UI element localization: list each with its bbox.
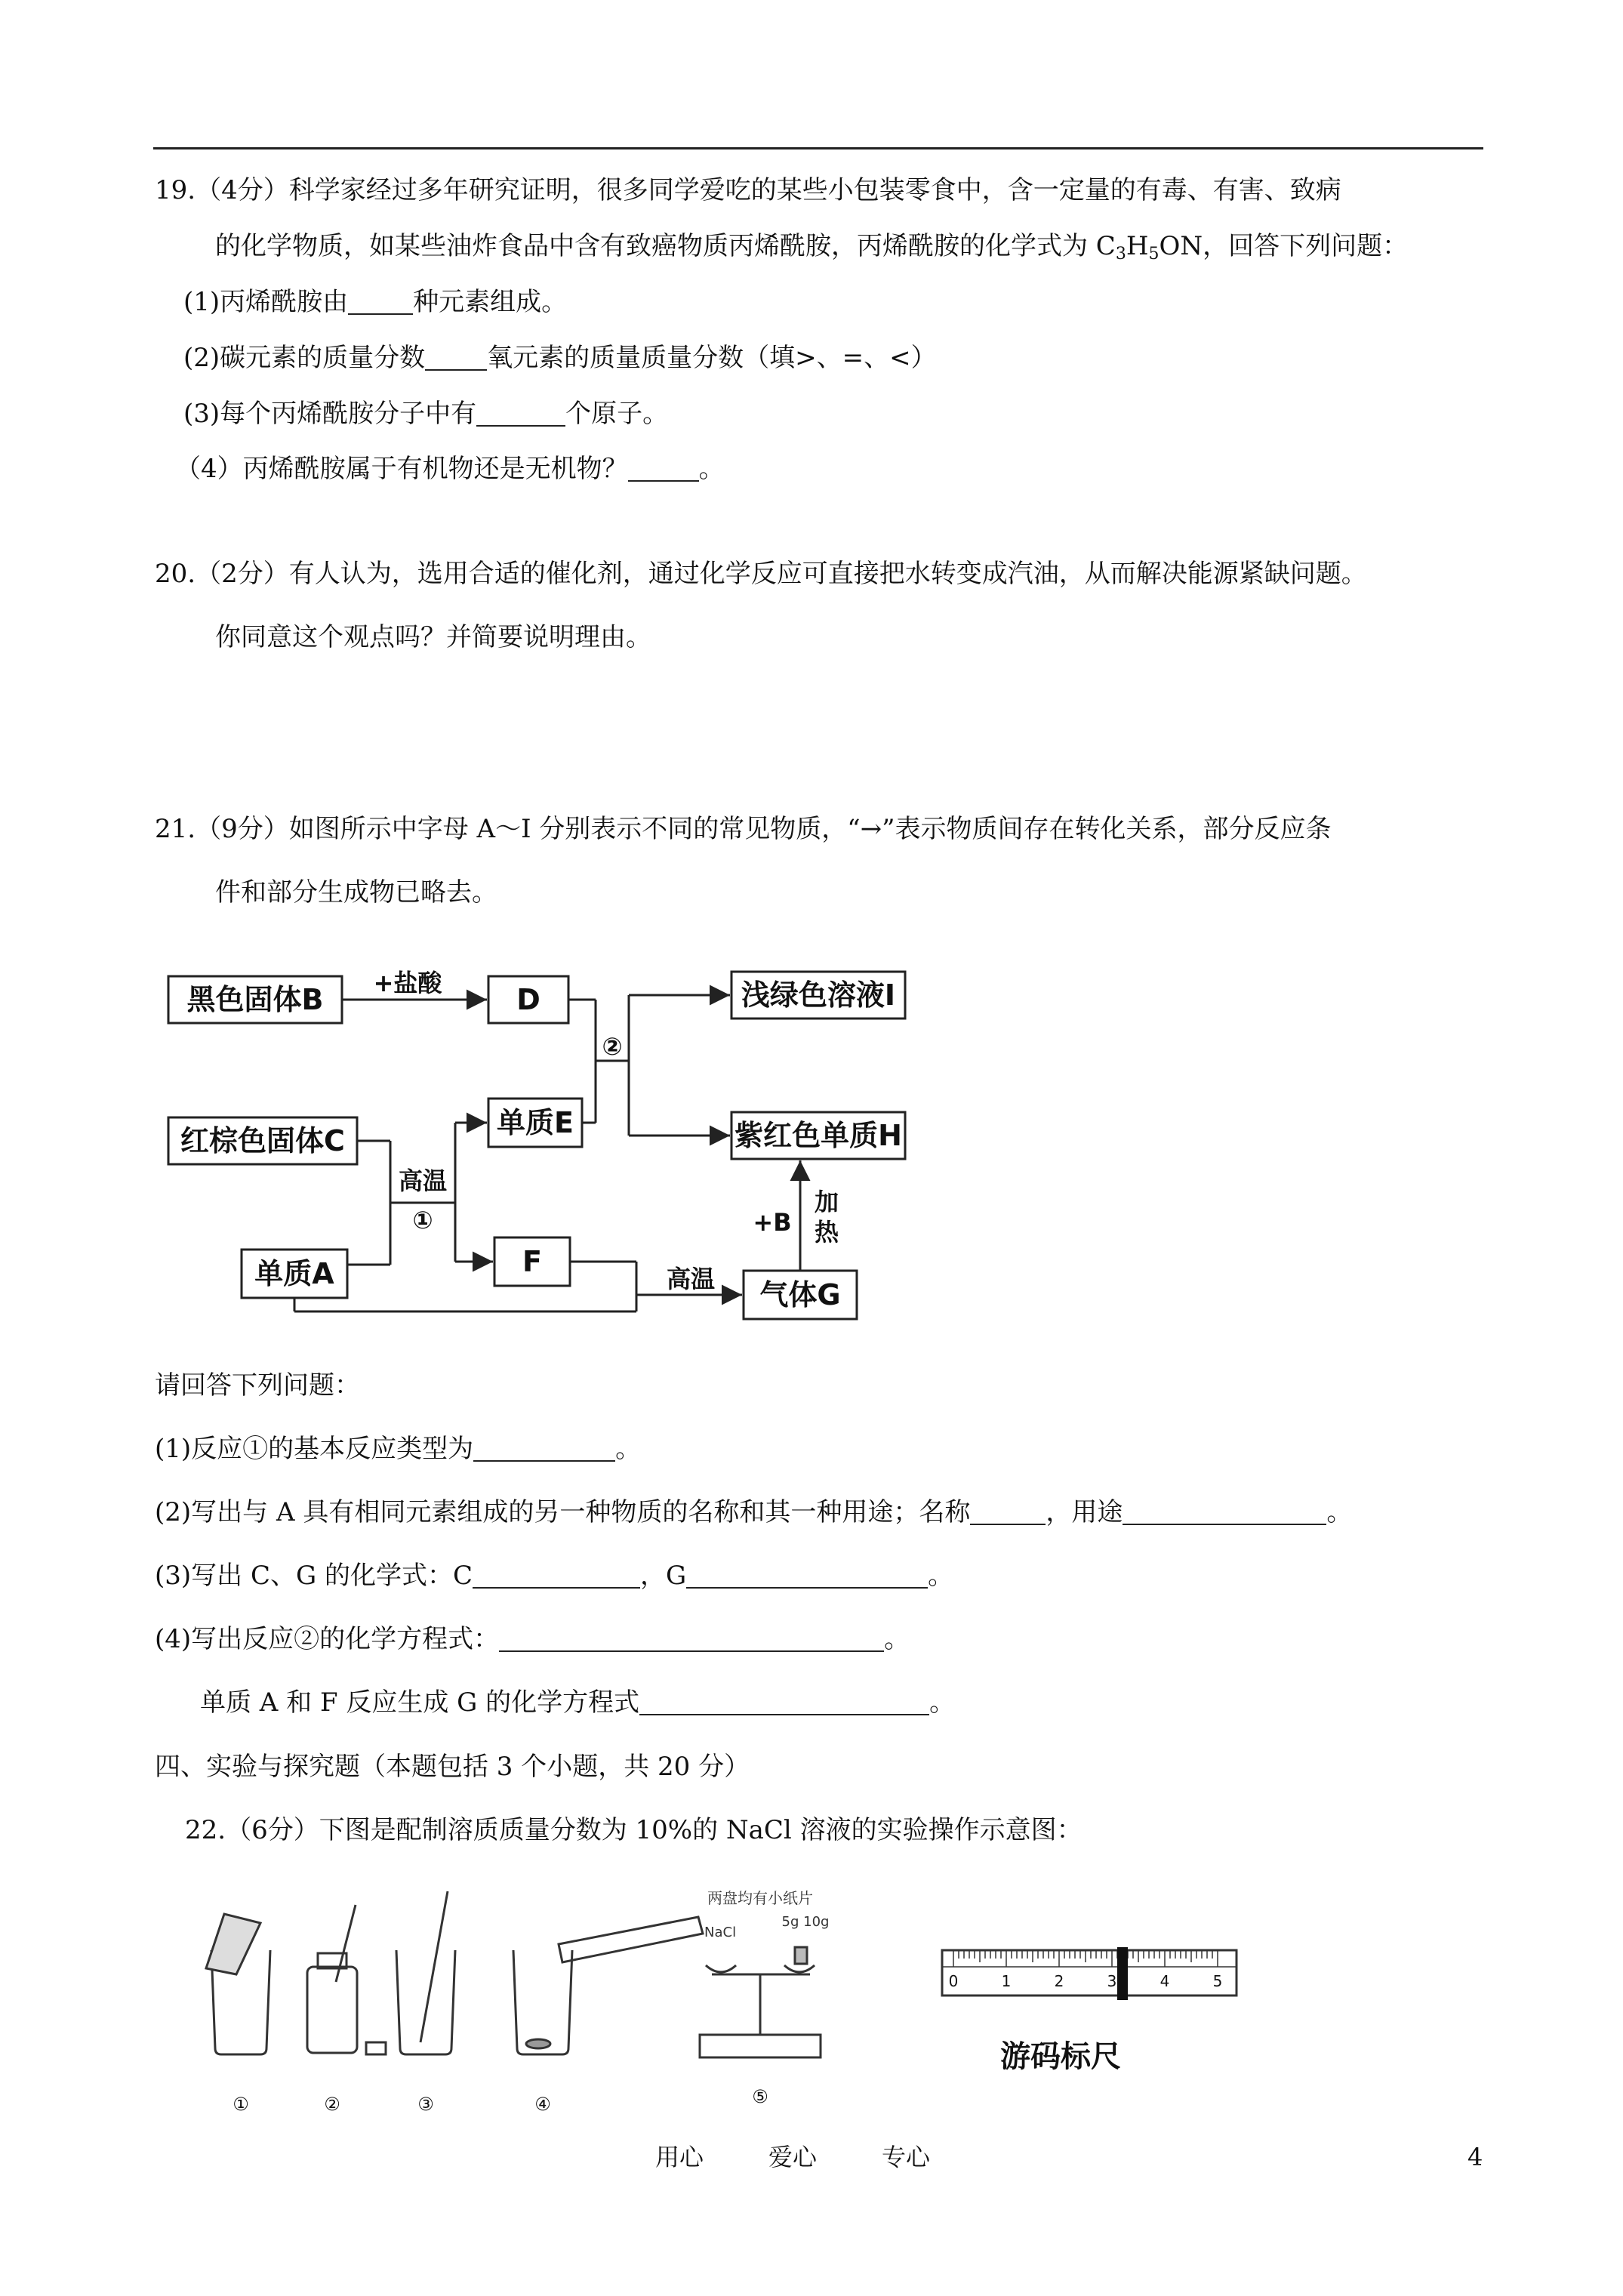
label-red-brown-solid-c: 红棕色固体C (180, 1124, 345, 1157)
label-high-temp-2: 高温 (666, 1265, 716, 1293)
label-gas-g: 气体G (759, 1278, 841, 1311)
answer-blank[interactable] (970, 1501, 1046, 1525)
reagent-bottle (307, 1967, 357, 2053)
ruler-tick-label: 2 (1054, 1972, 1064, 1990)
q19-part3: (3)每个丙烯酰胺分子中有 个原子。 (183, 399, 669, 429)
q21-ask: 请回答下列问题： (155, 1370, 360, 1401)
label-high-temp-1: 高温 (398, 1166, 448, 1195)
q19-part2: (2)碳元素的质量分数 氧元素的质量质量分数（填>、=、<） (183, 343, 937, 373)
graduated-cylinder (559, 1917, 703, 1962)
answer-blank[interactable] (1123, 1501, 1326, 1525)
q21-line1: 21.（9分）如图所示中字母 A～I 分别表示不同的常见物质，“→”表示物质间存在转化关系，部分反应条 (155, 814, 1332, 844)
footer-word-1: 用心 (655, 2143, 704, 2171)
footer-word-2: 爱心 (768, 2143, 818, 2171)
label-element-e: 单质E (497, 1106, 574, 1139)
ruler-tick-label: 3 (1107, 1972, 1117, 1990)
step-5-label: ⑤ (752, 2086, 768, 2107)
label-purple-red-element-h: 紫红色单质H (735, 1119, 902, 1152)
q20-line1: 20.（2分）有人认为，选用合适的催化剂，通过化学反应可直接把水转变成汽油，从而解决能源紧缺问题。 (155, 559, 1367, 589)
balance-note: 两盘均有小纸片 (707, 1889, 813, 1907)
step-3-label: ③ (417, 2094, 434, 2115)
weights-label: 5g 10g (781, 1914, 830, 1930)
q21-answer5: 单质 A 和 F 反应生成 G 的化学方程式 。 (200, 1687, 956, 1718)
bottle-stopper (366, 2042, 386, 2054)
label-plus-hcl: +盐酸 (373, 969, 442, 997)
answer-blank[interactable] (473, 1564, 640, 1589)
spatula (336, 1905, 356, 1982)
ruler-tick-label: 1 (1001, 1972, 1012, 1990)
q22-line1: 22.（6分）下图是配制溶质质量分数为 10%的 NaCl 溶液的实验操作示意图： (185, 1815, 1083, 1845)
label-black-solid-b: 黑色固体B (186, 983, 324, 1016)
q21-answer3: (3)写出 C、G 的化学式：C ，G 。 (155, 1561, 954, 1591)
q21-answer1: (1)反应①的基本反应类型为 。 (155, 1434, 642, 1464)
q19-line2: 的化学物质，如某些油炸食品中含有致癌物质丙烯酰胺，丙烯酰胺的化学式为 $C_3H_5ON$，回答下列问题： (215, 231, 1409, 264)
q19-line1: 19.（4分）科学家经过多年研究证明，很多同学爱吃的某些小包装零食中，含一定量的有毒、有害、致病 (155, 175, 1341, 205)
label-plus-b: +B (753, 1208, 792, 1237)
label-heat-1: 加 (814, 1188, 839, 1216)
header-rule (153, 147, 1483, 149)
ruler-tick-labels (949, 1972, 1223, 1990)
reaction-flow-diagram (162, 948, 925, 1340)
weight (795, 1947, 807, 1964)
answer-blank[interactable] (473, 1438, 615, 1462)
answer-blank[interactable] (686, 1564, 928, 1589)
ruler-caption: 游码标尺 (1000, 2039, 1121, 2074)
solid-nacl (526, 2039, 550, 2048)
beaker-3 (396, 1950, 455, 2054)
label-heat-2: 热 (814, 1218, 839, 1247)
q21-line2: 件和部分生成物已略去。 (215, 877, 497, 908)
ruler-tick-label: 5 (1212, 1972, 1223, 1990)
page-number: 4 (1467, 2143, 1483, 2171)
ruler-tick-label: 4 (1160, 1972, 1170, 1990)
lab-procedure-figure (185, 1884, 1249, 2133)
step-1-label: ① (233, 2094, 249, 2115)
answer-blank[interactable] (628, 458, 699, 482)
q21-answer2: (2)写出与 A 具有相同元素组成的另一种物质的名称和其一种用途；名称 ，用途 。 (155, 1497, 1353, 1527)
answer-blank[interactable] (476, 402, 565, 427)
step-2-label: ② (324, 2094, 340, 2115)
answer-blank[interactable] (639, 1691, 929, 1715)
q19-part1: (1)丙烯酰胺由 种元素组成。 (183, 287, 568, 317)
footer-word-3: 专心 (882, 2143, 931, 2171)
glass-rod (420, 1891, 448, 2042)
left-pan (706, 1965, 736, 1972)
label-element-a: 单质A (254, 1257, 334, 1290)
ruler-tick-label: 0 (948, 1972, 959, 1990)
answer-blank[interactable] (425, 347, 487, 371)
q21-answer4: (4)写出反应②的化学方程式： 。 (155, 1624, 910, 1654)
label-d: D (516, 983, 540, 1016)
weighing-paper (206, 1914, 260, 1974)
nacl-label: NaCl (704, 1925, 737, 1940)
ruler-ticks (953, 1950, 1218, 1967)
ruler-rider (1117, 1947, 1128, 2000)
label-f: F (522, 1245, 542, 1278)
right-pan (784, 1965, 815, 1972)
answer-blank[interactable] (499, 1628, 884, 1652)
balance-base (700, 2035, 821, 2057)
answer-blank[interactable] (348, 291, 413, 315)
step-4-label: ④ (534, 2094, 551, 2115)
section-4-title: 四、实验与探究题（本题包括 3 个小题，共 20 分） (155, 1752, 750, 1782)
q19-part4: （4）丙烯酰胺属于有机物还是无机物？ 。 (175, 454, 725, 484)
label-reaction-1: ① (412, 1206, 433, 1234)
label-light-green-solution-i: 浅绿色溶液I (741, 978, 896, 1012)
rider-ruler (942, 1950, 1236, 1996)
label-reaction-2: ② (602, 1032, 623, 1061)
q20-line2: 你同意这个观点吗？并简要说明理由。 (215, 622, 651, 652)
